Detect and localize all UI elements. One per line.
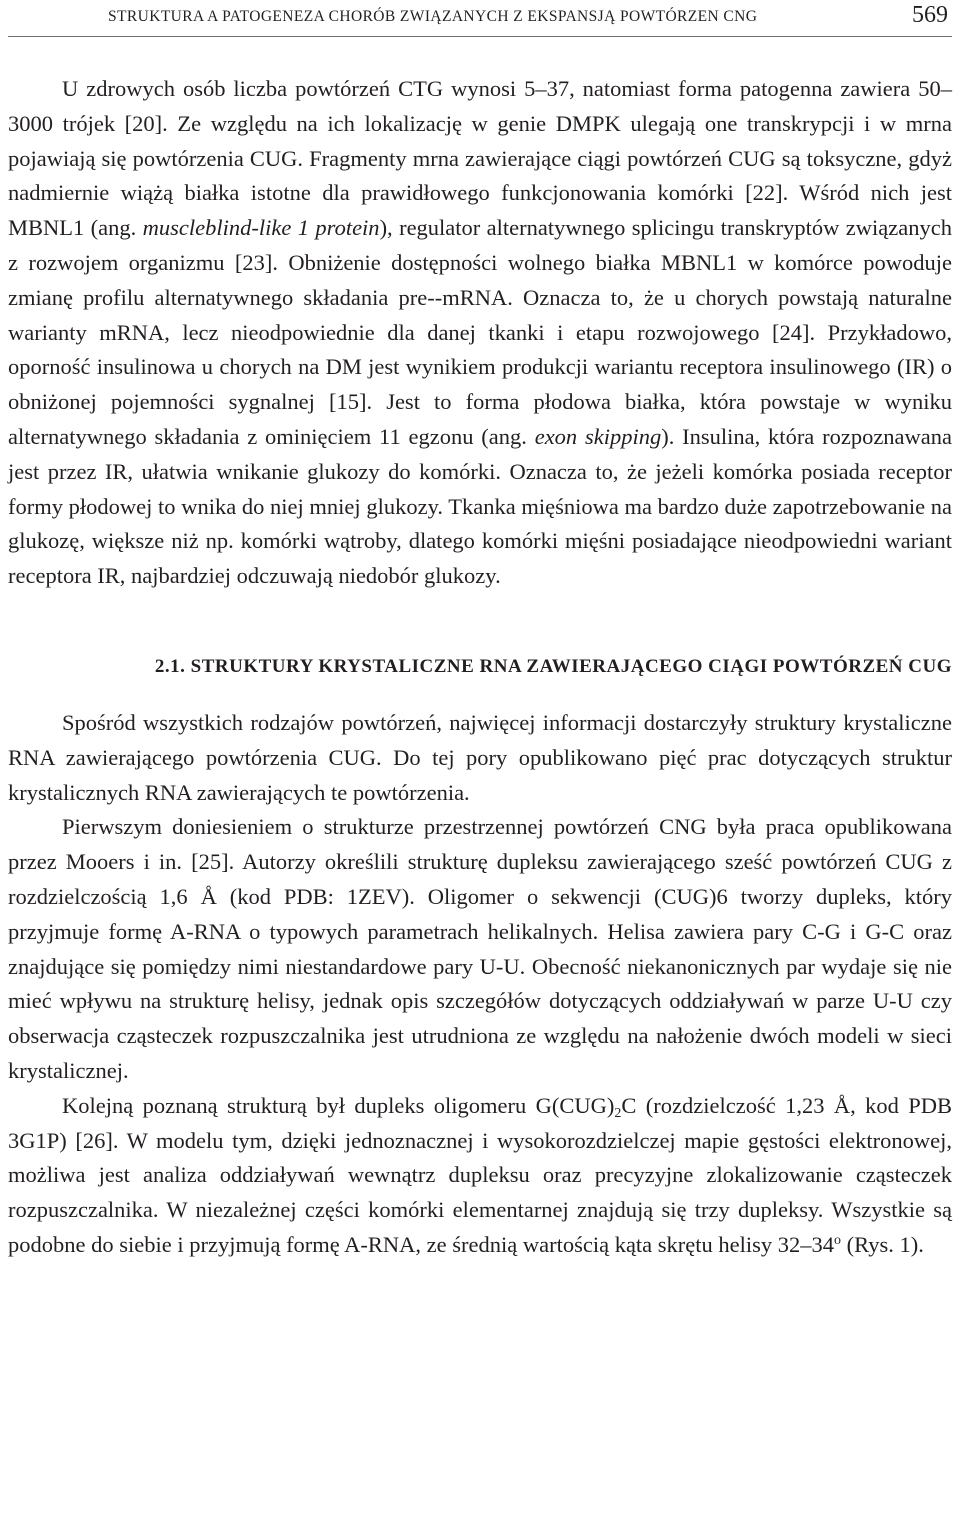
text-run: ), regulator alternatywnego splicingu transkryptów związanych z rozwojem organizmu [23]. Obniżenie dostępności wolnego białka MBNL1 w komórce powoduje zmianę profilu alternatywnego składania pre--mRNA. Oznacza to, że u chorych powstają naturalne warianty mRNA, lecz nieodpowiednie dla danej tkanki i etapu rozwojowego [24]. Przykładowo, oporność insulinowa u chorych na DM jest wynikiem produkcji wariantu receptora insulinowego (IR) o obniżonej pojemności sygnalnej [15]. Jest to forma płodowa białka, która powstaje w wyniku alternatywnego składania z ominięciem 11 egzonu (ang.: [8, 215, 952, 449]
page-number: 569: [912, 2, 948, 28]
text-run: Kolejną poznaną strukturą był dupleks oligomeru G(CUG): [62, 1092, 615, 1118]
italic-term: muscleblind-like 1 protein: [142, 215, 380, 241]
paragraph-2: Spośród wszystkich rodzajów powtórzeń, najwięcej informacji dostarczyły struktury krystaliczne RNA zawierającego powtórzenia CUG. Do tej pory opublikowano pięć prac dotyczących struktur krystalicznych RNA zawierających te powtórzenia.: [8, 709, 952, 805]
section-heading: 2.1. STRUKTURY KRYSTALICZNE RNA ZAWIERAJĄCEGO CIĄGI POWTÓRZEŃ CUG: [154, 655, 952, 677]
body-text: [8, 72, 952, 1263]
text-run: C (rozdzielczość 1,23 Å, kod PDB 3G1P) [26]. W modelu tym, dzięki jednoznacznej i wysokorozdzielczej mapie gęstości elektronowej, możliwa jest analiza oddziaływań wewnątrz dupleksu oraz precyzyjne zlokalizowanie cząsteczek rozpuszczalnika. W niezależnej części komórki elementarnej znajdują się trzy dupleksy. Wszystkie są podobne do siebie i przyjmują formę A-RNA, ze średnią wartością kąta skrętu helisy 32–34: [8, 1092, 952, 1257]
text-run: ). Insulina, która rozpoznawana jest przez IR, ułatwia wnikanie glukozy do komórki. Oznacza to, że jeżeli komórka posiada receptor formy płodowej to wnika do niej mniej glukozy. Tkanka mięśniowa ma bardzo duże zapotrzebowanie na glukozę, większe niż np. komórki wątroby, dlatego komórki mięśni posiadające nieodpowiedni wariant receptora IR, najbardziej odczuwają niedobór glukozy.: [8, 423, 953, 589]
superscript-degree: o: [834, 1232, 842, 1248]
text-run: (Rys. 1).: [841, 1231, 924, 1257]
running-title: STRUKTURA A PATOGENEZA CHORÓB ZWIĄZANYCH Z EKSPANSJĄ POWTÓRZEN CNG: [108, 8, 758, 25]
text-run: U zdrowych osób liczba powtórzeń CTG wynosi 5–37, natomiast forma patogenna zawiera 50–3000 trójek [20]. Ze względu na ich lokalizację w genie DMPK ulegają one transkrypcji i w mrna pojawiają się powtórzenia CUG. Fragmenty mrna zawierające ciągi powtórzeń CUG są toksyczne, gdyż nadmiernie wiążą białka istotne dla prawidłowego funkcjonowania komórki [22]. Wśród nich jest MBNL1 (ang.: [8, 76, 952, 241]
subscript: 2: [614, 1105, 622, 1121]
italic-term: exon skipping: [534, 423, 662, 449]
paragraph-3: Pierwszym doniesieniem o strukturze przestrzennej powtórzeń CNG była praca opublikowana przez Mooers i in. [25]. Autorzy określili strukturę dupleksu zawierającego sześć powtórzeń CUG z rozdzielczością 1,6 Å (kod PDB: 1ZEV). Oligomer o sekwencji (CUG)6 tworzy dupleks, który przyjmuje formę A-RNA o typowych parametrach helikalnych. Helisa zawiera pary C-G i G-C oraz znajdujące się pomiędzy nimi niestandardowe pary U-U. Obecność niekanonicznych par wydaje się nie mieć wpływu na strukturę helisy, jednak opis szczegółów dotyczących oddziaływań w parze U-U czy obserwacja cząsteczek rozpuszczalnika jest utrudniona ze względu na nałożenie dwóch modeli w sieci krystalicznej.: [8, 814, 952, 1083]
paragraph-1: [8, 72, 952, 594]
paragraph-4: [8, 1089, 952, 1263]
running-header: [8, 0, 952, 37]
